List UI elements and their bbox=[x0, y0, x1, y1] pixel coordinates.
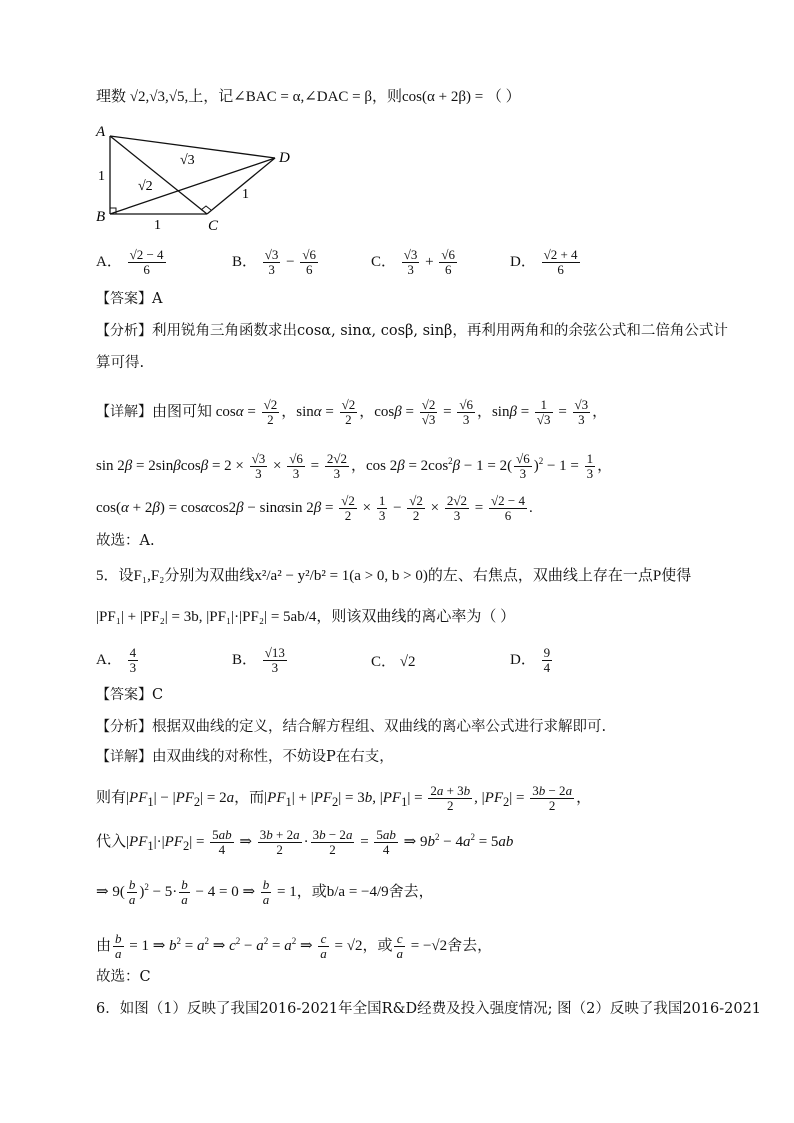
q4-stem-nums: √2,√3,√5, bbox=[129, 89, 189, 105]
q5-option-a[interactable]: A． $\frac{4}{3}$ bbox=[96, 645, 137, 675]
q5-stem-2: |PF₁| + |PF₂| = 3b, |PF₁|·|PF₂| = 5ab/4，则该双曲线的离心率为（ ） bbox=[96, 609, 516, 625]
q4-answer bbox=[96, 288, 162, 310]
q5-detail-3-prefix: 代入 bbox=[96, 834, 127, 850]
q4-detail-1-prefix: 由图可知 bbox=[152, 403, 213, 420]
q4-analysis-text-1: 利用锐角三角函数求出cosα, sinα, cosβ, sinβ，再利用两角和的余弦公式和二倍角公式计 bbox=[152, 323, 728, 339]
q5-option-b-letter: B． bbox=[232, 651, 258, 668]
q5-option-c[interactable] bbox=[371, 650, 416, 671]
q5-detail-2-mid: ，而 bbox=[234, 789, 265, 806]
edge-label-AC: √2 bbox=[138, 179, 153, 194]
q5-detail-tag: 【详解】 bbox=[96, 749, 152, 765]
label-B: B bbox=[96, 209, 106, 225]
q5-option-a-letter: A． bbox=[96, 651, 122, 668]
q5-conclusion: 故选：C bbox=[96, 969, 151, 985]
q4-analysis-1 bbox=[96, 320, 728, 342]
q5-answer bbox=[96, 684, 163, 706]
q5-analysis-tag: 【分析】 bbox=[96, 719, 152, 735]
edge-label-AD: √3 bbox=[180, 153, 195, 168]
q4-option-d-letter: D． bbox=[510, 253, 536, 270]
q5-detail-3: 代入$|PF_1|\cdot|PF_2|$ = $\frac{5ab}{4}$ ⇒ $\frac{3b + 2a}{2}$ · $\frac{3b - 2a}{2}$ = $\frac{5ab}{4}$ ⇒ $9b^2 - 4a^2 = 5ab$ bbox=[96, 827, 514, 858]
q5-option-c-text: √2 bbox=[399, 654, 416, 670]
q4-option-d[interactable]: D． $\frac{√2 + 4}{6}$ bbox=[510, 247, 578, 277]
label-C: C bbox=[208, 218, 219, 234]
q5-analysis-text: 根据双曲线的定义，结合解方程组、双曲线的离心率公式进行求解即可. bbox=[152, 719, 607, 735]
q5-analysis bbox=[96, 716, 606, 738]
edge-label-BC: 1 bbox=[154, 218, 161, 233]
q4-option-c[interactable]: C． $\frac{√3}{3}$ + $\frac{√6}{6}$ bbox=[371, 247, 456, 277]
q4-analysis-tag: 【分析】 bbox=[96, 323, 152, 339]
q4-option-a-letter: A． bbox=[96, 253, 122, 270]
q4-answer-tag: 【答案】 bbox=[96, 291, 152, 307]
q6-stem: 6．如图（1）反映了我国2016-2021年全国R&D经费及投入强度情况; 图（2）反映了我国2016-2021 bbox=[96, 1001, 762, 1017]
q5-option-d-letter: D． bbox=[510, 651, 536, 668]
q4-option-a-frac: $\frac{√2 - 4}{6}$ bbox=[129, 247, 164, 277]
q5-detail-5: 由 $\frac{b}{a}$ = 1 ⇒ $b^2 = a^2$ ⇒ $c^2 - a^2 = a^2$ ⇒ $\frac{c}{a}$ = √2，或 $\frac{c}{a}$ = −√2舍去， bbox=[96, 931, 493, 962]
q5-answer-tag: 【答案】 bbox=[96, 687, 152, 703]
q5-answer-value: C bbox=[152, 687, 164, 703]
q4-option-b[interactable]: B． $\frac{√3}{3}$ − $\frac{√6}{6}$ bbox=[232, 247, 317, 277]
q4-option-a[interactable] bbox=[96, 248, 168, 277]
q4-stem-prefix: 理数 bbox=[96, 89, 127, 105]
q5-detail-1-text: 由双曲线的对称性，不妨设P在右支， bbox=[152, 749, 394, 765]
q4-detail-2: sin 2β = 2sinβcosβ = 2 × $\frac{√3}{3}$ × $\frac{√6}{3}$ = $\frac{2√2}{3}$ ，$\cos 2\beta = 2\cos^2\beta - 1 = 2$( $\frac{√6}{3}$ )$^2$ − 1 = $\frac{1}{3}$ ， bbox=[96, 451, 613, 482]
q4-stem bbox=[96, 86, 521, 108]
q5-stem-1: 5．设F₁,F₂分别为双曲线x²/a² − y²/b² = 1(a > 0, b > 0)的左、右焦点，双曲线上存在一点P使得 bbox=[96, 568, 692, 584]
q5-option-b[interactable]: B． $\frac{√13}{3}$ bbox=[232, 645, 285, 675]
q5-option-d[interactable]: D． $\frac{9}{4}$ bbox=[510, 645, 551, 675]
q5-detail-5-suffix: 舍去， bbox=[447, 938, 493, 954]
q5-detail-2-prefix: 则有 bbox=[96, 789, 127, 806]
q5-detail-1 bbox=[96, 746, 394, 768]
q5-detail-2: 则有$|PF_1| - |PF_2| = 2a$，而$|PF_1| + |PF_2| = 3b$, $|PF_1|$ = $\frac{2a + 3b}{2}$ , $|PF_2|$ = $\frac{3b - 2a}{2}$ ， bbox=[96, 783, 592, 813]
geometry-figure bbox=[92, 122, 302, 234]
edge-label-CD: 1 bbox=[242, 187, 249, 202]
q5-detail-5-prefix: 由 bbox=[96, 938, 112, 954]
q5-detail-4-suffix: ，或b/a = −4/9舍去， bbox=[296, 884, 434, 900]
q4-option-c-letter: C． bbox=[371, 253, 397, 270]
q4-detail-3: cos(α + 2β) = cosαcos2β − sinαsin 2β = $\frac{√2}{2}$ × $\frac{1}{3}$ − $\frac{√2}{2}$ × $\frac{2√2}{3}$ = $\frac{√2 - 4}{6}$ . bbox=[96, 493, 533, 523]
edge-label-AB: 1 bbox=[98, 169, 105, 184]
q4-answer-value: A bbox=[152, 291, 163, 307]
q5-option-c-letter: C． bbox=[371, 654, 397, 670]
q4-option-b-letter: B． bbox=[232, 253, 258, 270]
q4-analysis-2: 算可得. bbox=[96, 355, 145, 371]
label-D: D bbox=[279, 150, 290, 166]
q4-detail-1: 【详解】由图可知 cosα = $\frac{√2}{2}$ ，sinα = $\frac{√2}{2}$ ，cosβ = $\frac{√2}{√3}$ = $\frac{√6}{3}$ ，sinβ = $\frac{1}{√3}$ = $\frac{√3}{3}$ ， bbox=[96, 397, 608, 427]
q5-detail-4: ⇒ 9( $\frac{b}{a}$ )$^2$ − 5· $\frac{b}{a}$ − 4 = 0 ⇒ $\frac{b}{a}$ = 1，或b/a = −4/9舍去， bbox=[96, 877, 434, 908]
q4-stem-mid: 上，记∠BAC = α,∠DAC = β，则cos(α + 2β) = （ ） bbox=[188, 89, 521, 105]
q4-detail-tag: 【详解】 bbox=[96, 403, 152, 420]
label-A: A bbox=[96, 124, 106, 140]
q4-conclusion: 故选：A. bbox=[96, 533, 155, 549]
